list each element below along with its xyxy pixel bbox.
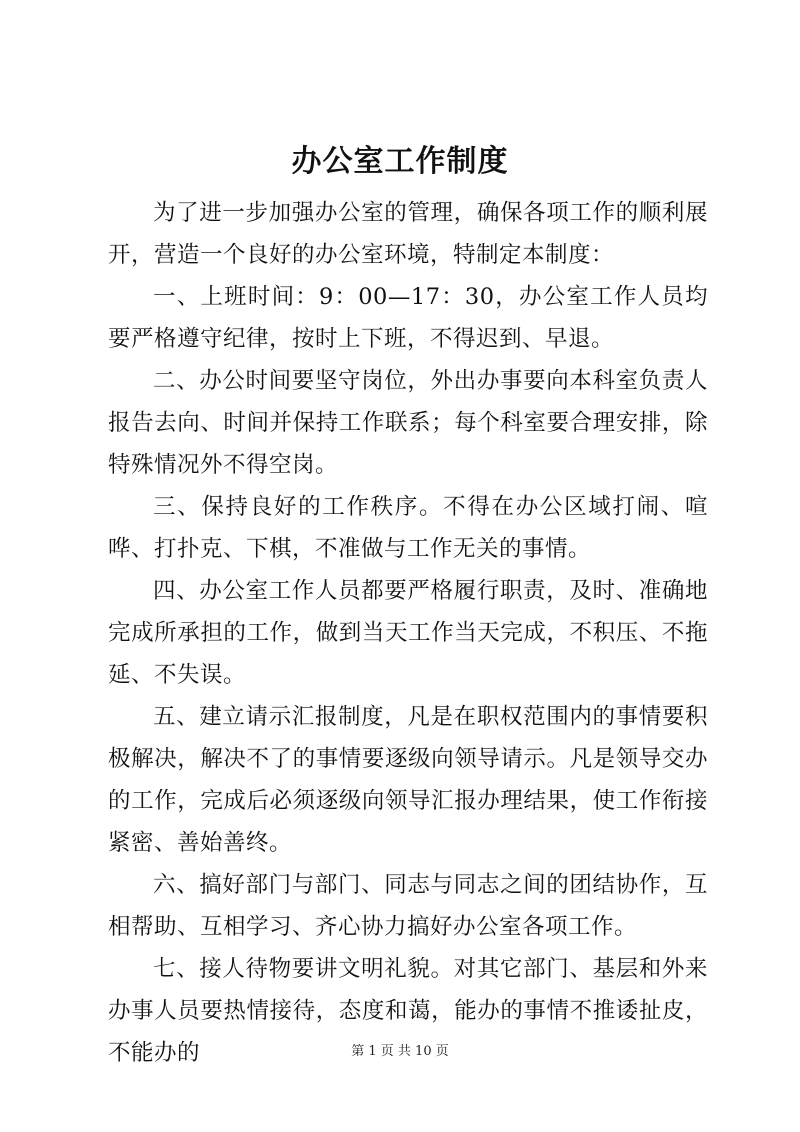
rule-paragraph-4: 四、办公室工作人员都要严格履行职责，及时、准确地完成所承担的工作，做到当天工作当天完成，不积压、不拖延、不失误。 (108, 578, 708, 688)
intro-paragraph: 为了进一步加强办公室的管理，确保各项工作的顺利展开，营造一个良好的办公室环境，特制定本制度： (108, 200, 708, 268)
document-body (108, 192, 708, 1074)
page-footer: 第 1 页 共 10 页 (351, 1044, 449, 1059)
document-title: 办公室工作制度 (291, 144, 509, 179)
rule-paragraph-7: 七、接人待物要讲文明礼貌。对其它部门、基层和外来办事人员要热情接待，态度和蔼，能办的事情不推诿扯皮，不能办的 (108, 956, 708, 1066)
rule-paragraph-1: 一、上班时间：9：00—17：30，办公室工作人员均要严格遵守纪律，按时上下班，不得迟到、早退。 (108, 284, 708, 352)
rule-paragraph-3: 三、保持良好的工作秩序。不得在办公区域打闹、喧哗、打扑克、下棋，不准做与工作无关的事情。 (108, 494, 708, 562)
rule-paragraph-5: 五、建立请示汇报制度，凡是在职权范围内的事情要积极解决，解决不了的事情要逐级向领导请示。凡是领导交办的工作，完成后必须逐级向领导汇报办理结果，使工作衔接紧密、善始善终。 (108, 704, 708, 856)
rule-paragraph-6: 六、搞好部门与部门、同志与同志之间的团结协作，互相帮助、互相学习、齐心协力搞好办公室各项工作。 (108, 872, 708, 940)
rule-paragraph-2: 二、办公时间要坚守岗位，外出办事要向本科室负责人报告去向、时间并保持工作联系；每个科室要合理安排，除特殊情况外不得空岗。 (108, 368, 708, 478)
